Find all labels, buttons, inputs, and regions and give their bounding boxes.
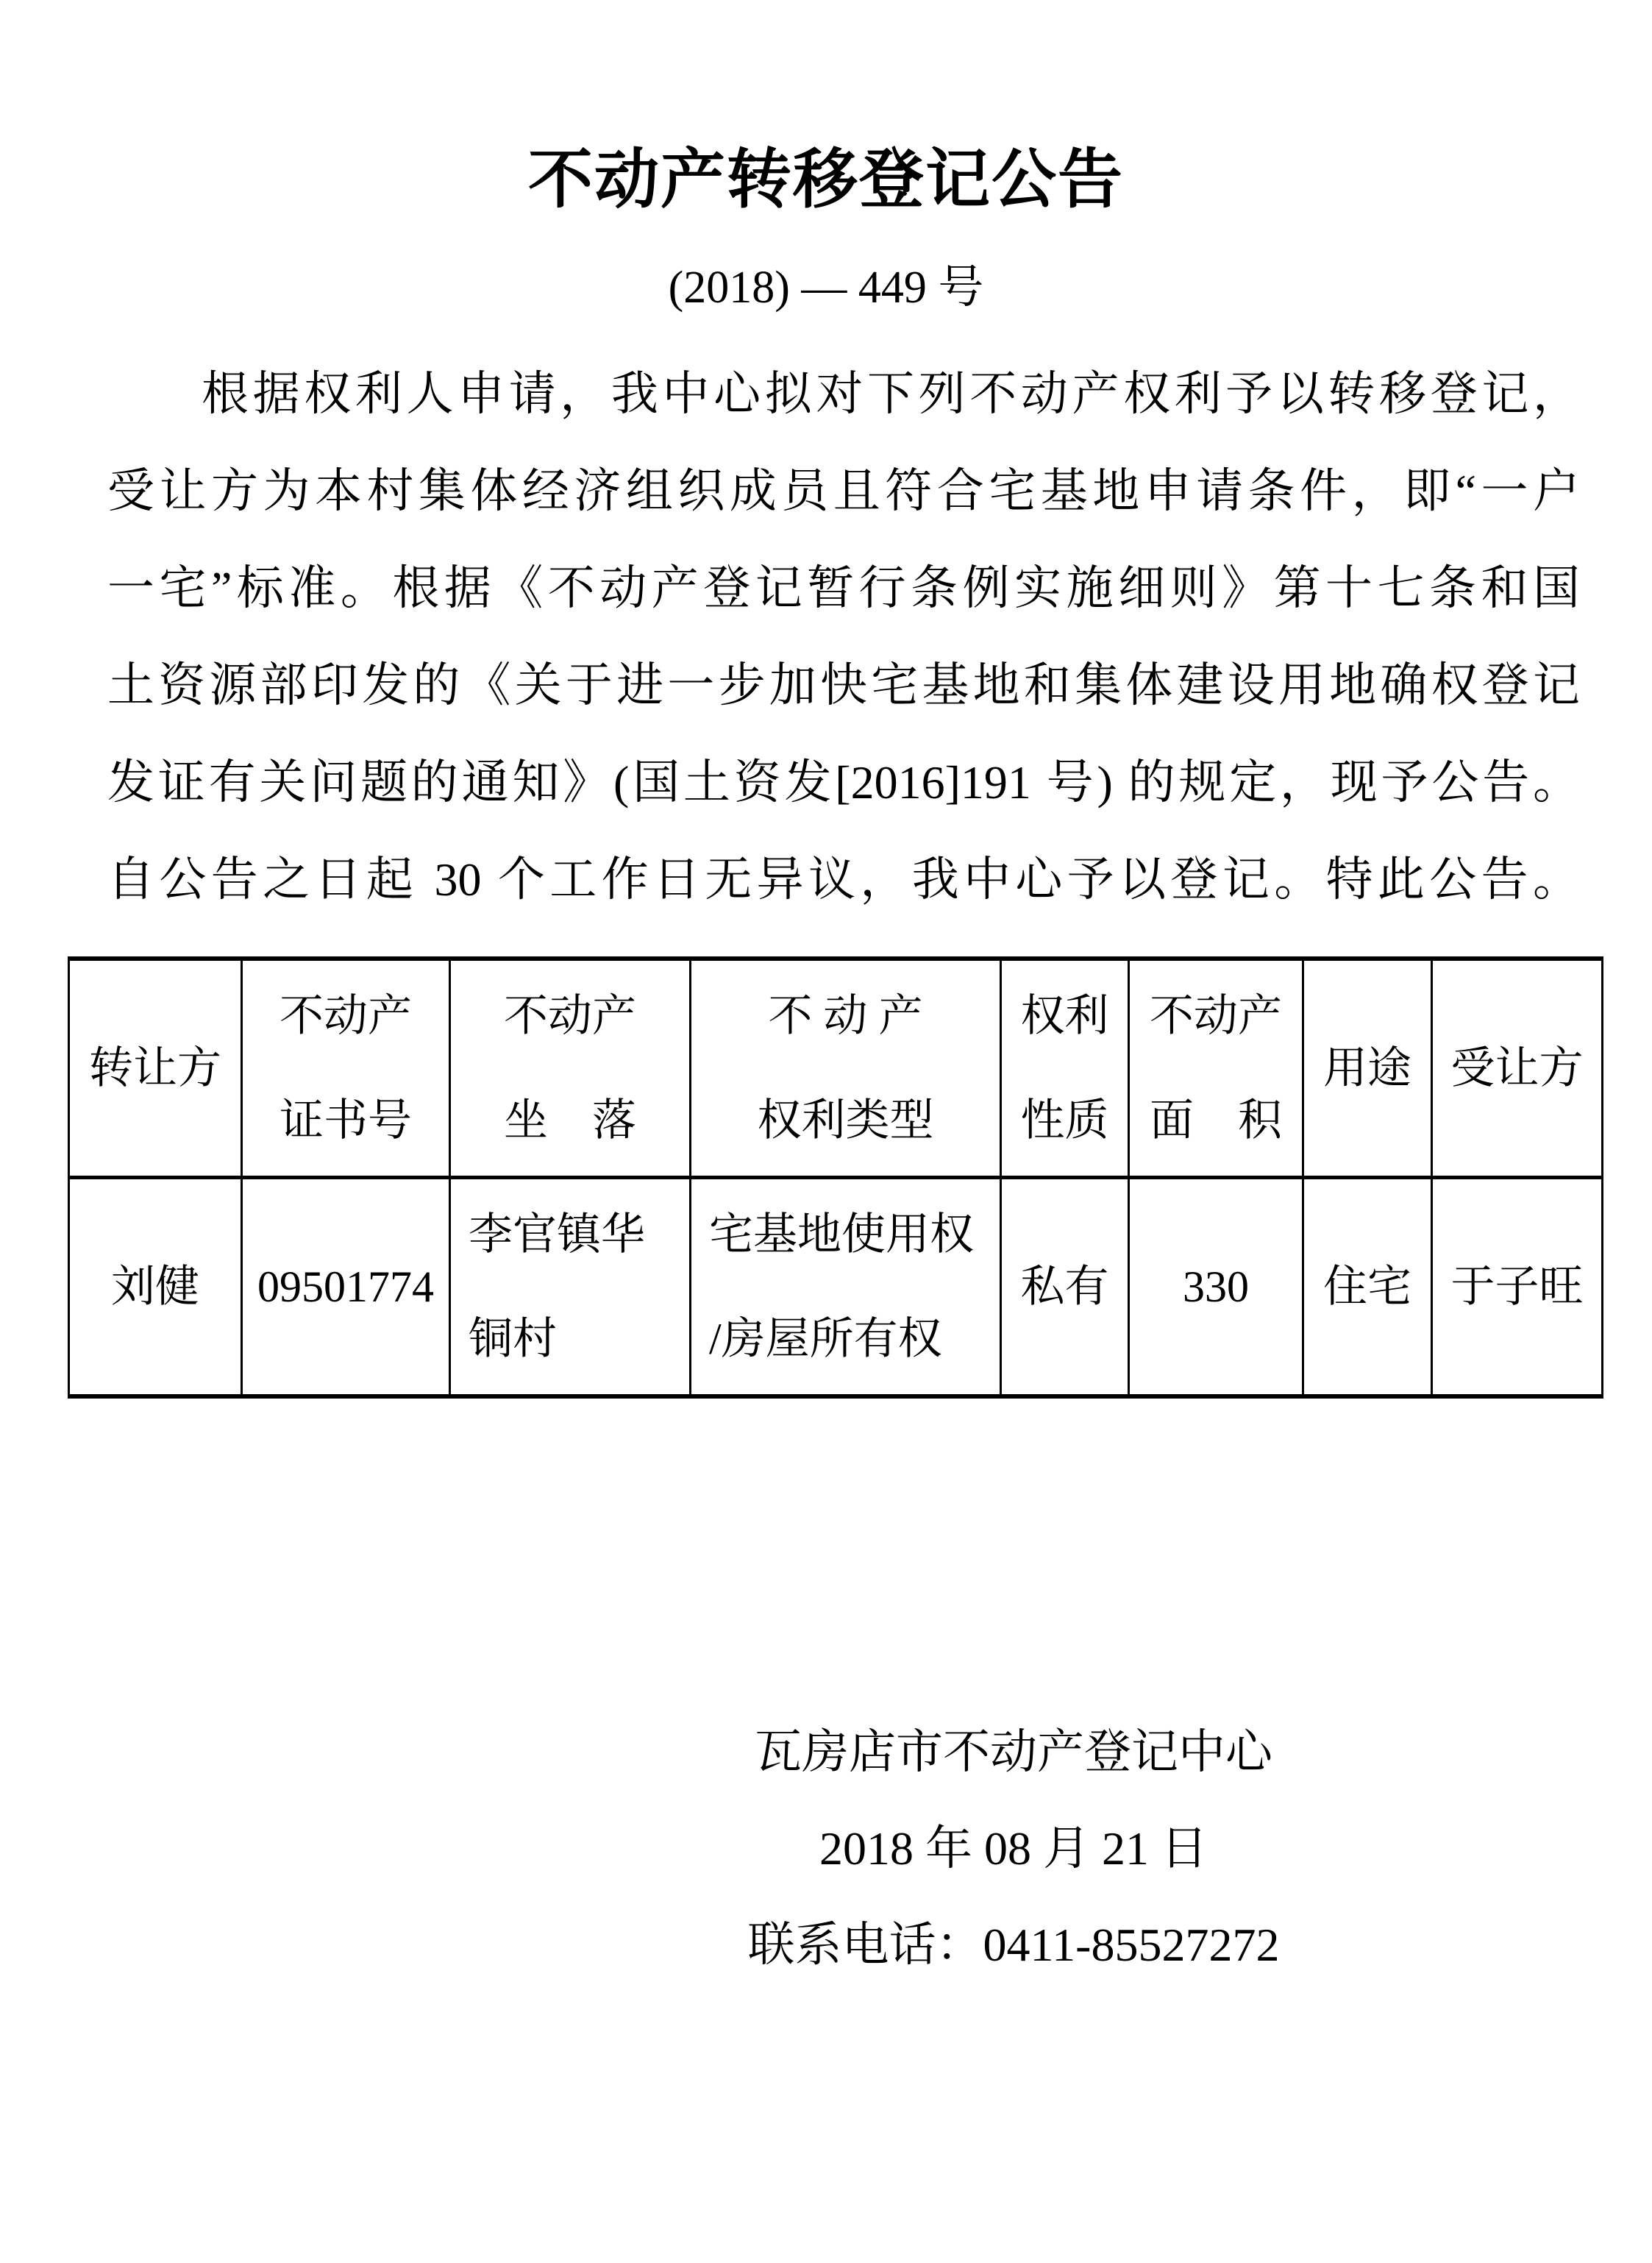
header-cell-right-nature: [1001, 959, 1129, 1178]
header-label: 性质: [1020, 1096, 1109, 1145]
cell-value: 330: [1183, 1262, 1249, 1311]
cell-transferee: [1432, 1178, 1603, 1397]
cell-value: 09501774: [257, 1262, 434, 1311]
header-cell-area: [1129, 959, 1303, 1178]
header-label: 权利类型: [757, 1096, 934, 1145]
cell-usage: [1303, 1178, 1432, 1397]
cell-value: 私有: [1020, 1262, 1109, 1311]
registration-table: [68, 956, 1603, 1399]
paragraph-line: 发证有关问题的通知》(国土资发[2016]191 号) 的规定，现予公告。: [107, 756, 1580, 809]
contact-phone: 联系电话：0411-85527272: [747, 1919, 1280, 1971]
cell-value: 住宅: [1323, 1262, 1411, 1311]
header-cell-right-type: [691, 959, 1001, 1178]
header-label: 不 动 产: [768, 992, 923, 1040]
header-cell-transferor: [69, 959, 242, 1178]
cell-cert-no: [242, 1178, 450, 1397]
cell-value: 于子旺: [1450, 1262, 1584, 1311]
header-label: 用途: [1323, 1044, 1411, 1093]
header-label: 受让方: [1450, 1044, 1584, 1093]
paragraph-line: 一宅”标准。根据《不动产登记暂行条例实施细则》第十七条和国: [107, 562, 1580, 614]
header-cell-transferee: [1432, 959, 1603, 1178]
signature-block: [375, 1704, 1652, 1993]
cell-value: 宅基地使用权: [709, 1210, 974, 1259]
header-cell-cert-no: [242, 959, 450, 1178]
header-label: 坐 落: [504, 1096, 636, 1145]
cell-location: [450, 1178, 691, 1397]
header-cell-usage: [1303, 959, 1432, 1178]
header-label: 不动产: [280, 992, 412, 1040]
cell-transferor: [69, 1178, 242, 1397]
header-cell-location: [450, 959, 691, 1178]
document-number: (2018) — 449 号: [668, 263, 984, 313]
cell-value: 刘健: [111, 1262, 199, 1311]
table-header-row: [69, 959, 1603, 1178]
cell-value: 李官镇华: [469, 1210, 645, 1259]
issuing-org: 瓦房店市不动产登记中心: [755, 1726, 1272, 1778]
header-label: 转让方: [89, 1044, 221, 1093]
paragraph-line: 受让方为本村集体经济组织成员且符合宅基地申请条件，即“一户: [107, 465, 1580, 517]
header-label: 证书号: [280, 1096, 412, 1145]
document-title: 不动产转移登记公告: [527, 145, 1124, 216]
announcement-paragraph: [107, 346, 1580, 928]
cell-right-type: [691, 1178, 1001, 1397]
table-data-row: [69, 1178, 1603, 1397]
cell-right-nature: [1001, 1178, 1129, 1397]
cell-area: [1129, 1178, 1303, 1397]
issue-date: 2018 年 08 月 21 日: [819, 1822, 1208, 1875]
cell-value: 铜村: [469, 1315, 557, 1363]
header-label: 面 积: [1150, 1096, 1282, 1145]
paragraph-line: 根据权利人申请，我中心拟对下列不动产权利予以转移登记，: [202, 368, 1580, 420]
header-label: 不动产: [504, 992, 636, 1040]
header-label: 不动产: [1150, 992, 1282, 1040]
paragraph-line: 土资源部印发的《关于进一步加快宅基地和集体建设用地确权登记: [107, 659, 1580, 711]
header-label: 权利: [1020, 992, 1109, 1040]
paragraph-line: 自公告之日起 30 个工作日无异议，我中心予以登记。特此公告。: [107, 853, 1580, 906]
cell-value: /房屋所有权: [709, 1315, 942, 1363]
